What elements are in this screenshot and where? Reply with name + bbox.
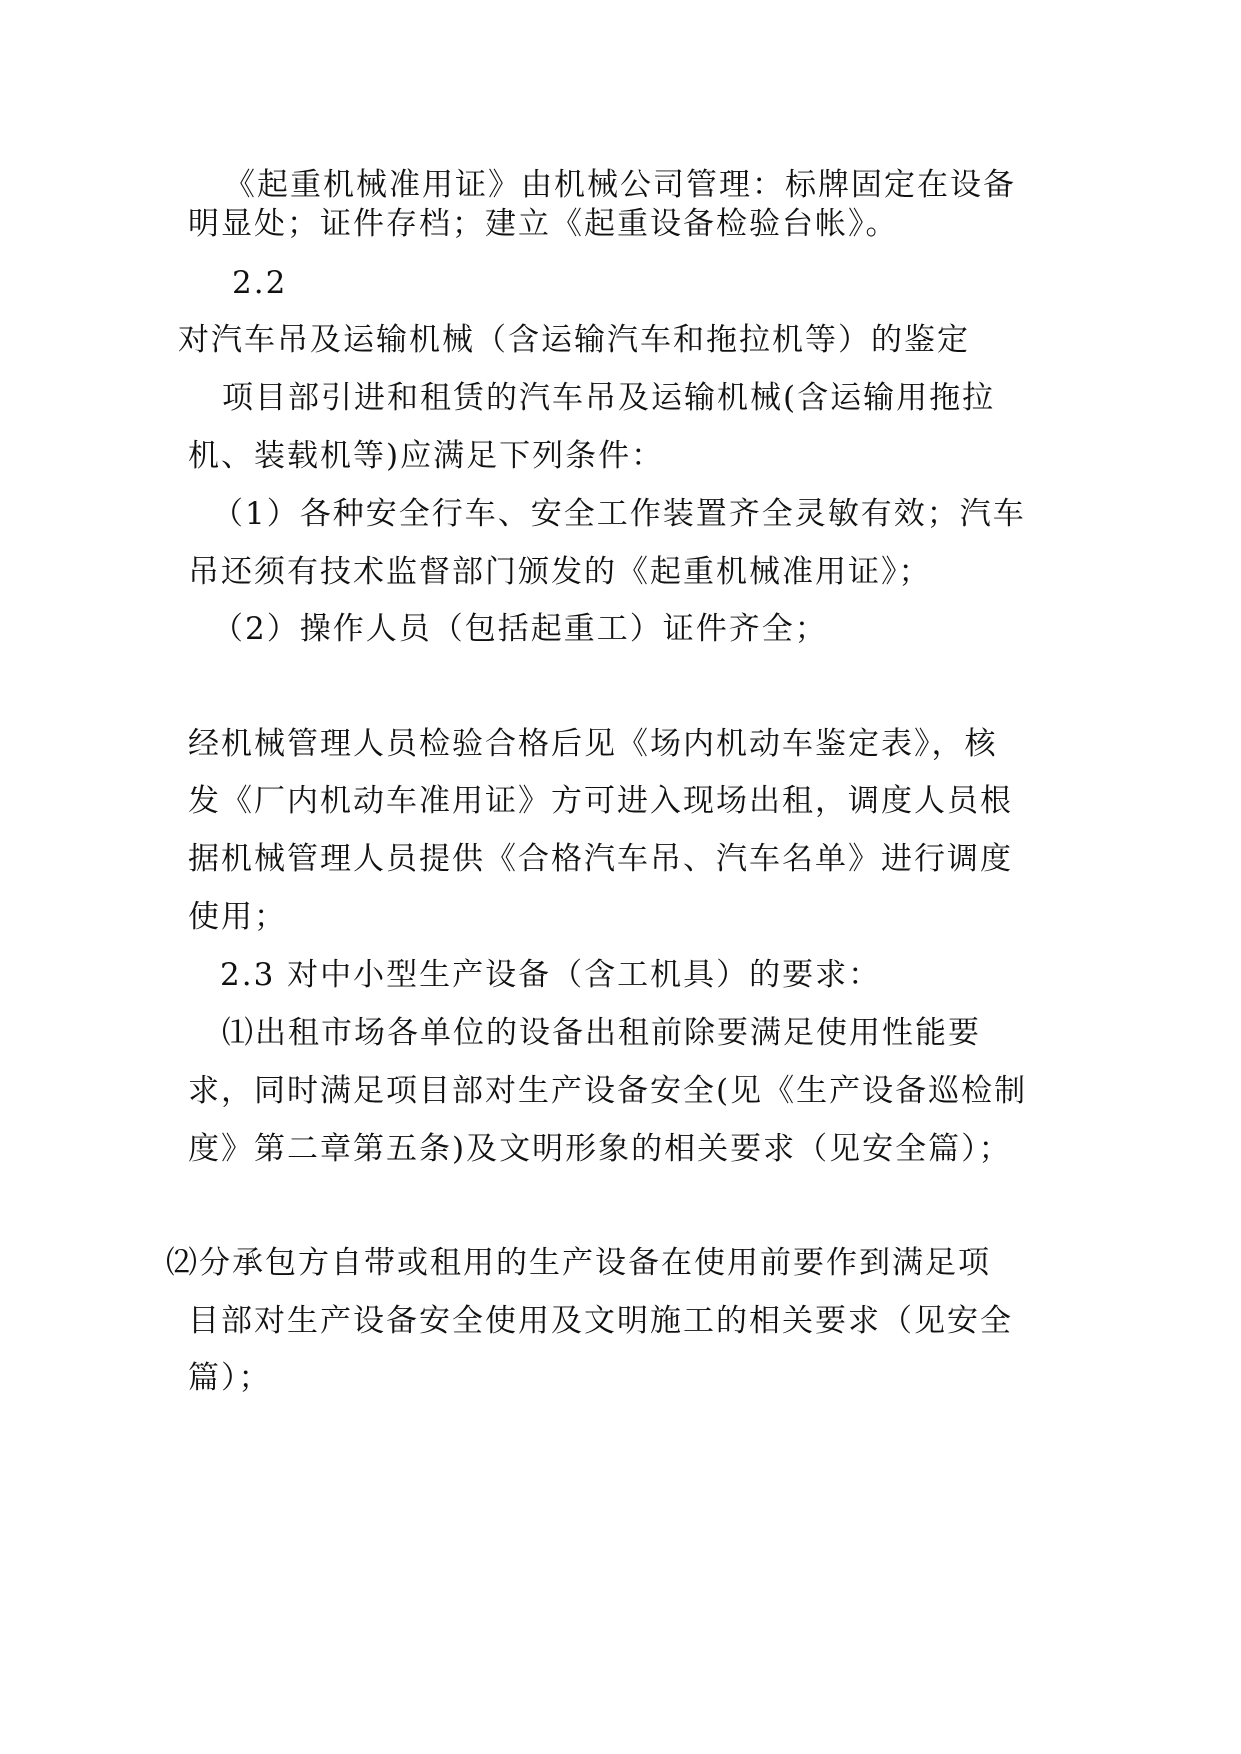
paragraph-line-6: 机、装载机等)应满足下列条件： (188, 438, 665, 474)
section-heading-2-3: 2.3 对中小型生产设备（含工机具）的要求： (220, 957, 882, 993)
paragraph-line-12: 据机械管理人员提供《合格汽车吊、汽车名单》进行调度 (188, 841, 1013, 877)
list-item-1-line-1: （1）各种安全行车、安全工作装置齐全灵敏有效；汽车 (212, 496, 1026, 532)
paragraph-line-5: 项目部引进和租赁的汽车吊及运输机械(含运输用拖拉 (222, 380, 996, 416)
list-item-4-line-3: 篇）； (188, 1360, 272, 1396)
list-item-2: （2）操作人员（包括起重工）证件齐全； (212, 611, 828, 647)
list-item-3-line-1: ⑴出租市场各单位的设备出租前除要满足使用性能要 (222, 1015, 981, 1051)
list-item-3-line-2: 求，同时满足项目部对生产设备安全(见《生产设备巡检制 (188, 1073, 1028, 1109)
section-number-2-2: 2.2 (232, 265, 288, 301)
paragraph-line-2: 明显处；证件存档；建立《起重设备检验台帐》。 (188, 206, 899, 242)
list-item-3-line-3: 度》第二章第五条)及文明形象的相关要求（见安全篇）； (188, 1131, 1012, 1167)
paragraph-line-1: 《起重机械准用证》由机械公司管理：标牌固定在设备 (224, 167, 1016, 203)
paragraph-line-11: 发《厂内机动车准用证》方可进入现场出租，调度人员根 (188, 783, 1013, 819)
list-item-1-line-2: 吊还须有技术监督部门颁发的《起重机械准用证》； (188, 554, 932, 590)
list-item-4-line-2: 目部对生产设备安全使用及文明施工的相关要求（见安全 (188, 1303, 1013, 1339)
paragraph-line-10: 经机械管理人员检验合格后见《场内机动车鉴定表》，核 (188, 726, 998, 762)
list-item-4-line-1: ⑵分承包方自带或租用的生产设备在使用前要作到满足项 (166, 1245, 991, 1281)
section-heading-2-2: 对汽车吊及运输机械（含运输汽车和拖拉机等）的鉴定 (178, 322, 970, 358)
paragraph-line-13: 使用； (188, 899, 287, 935)
